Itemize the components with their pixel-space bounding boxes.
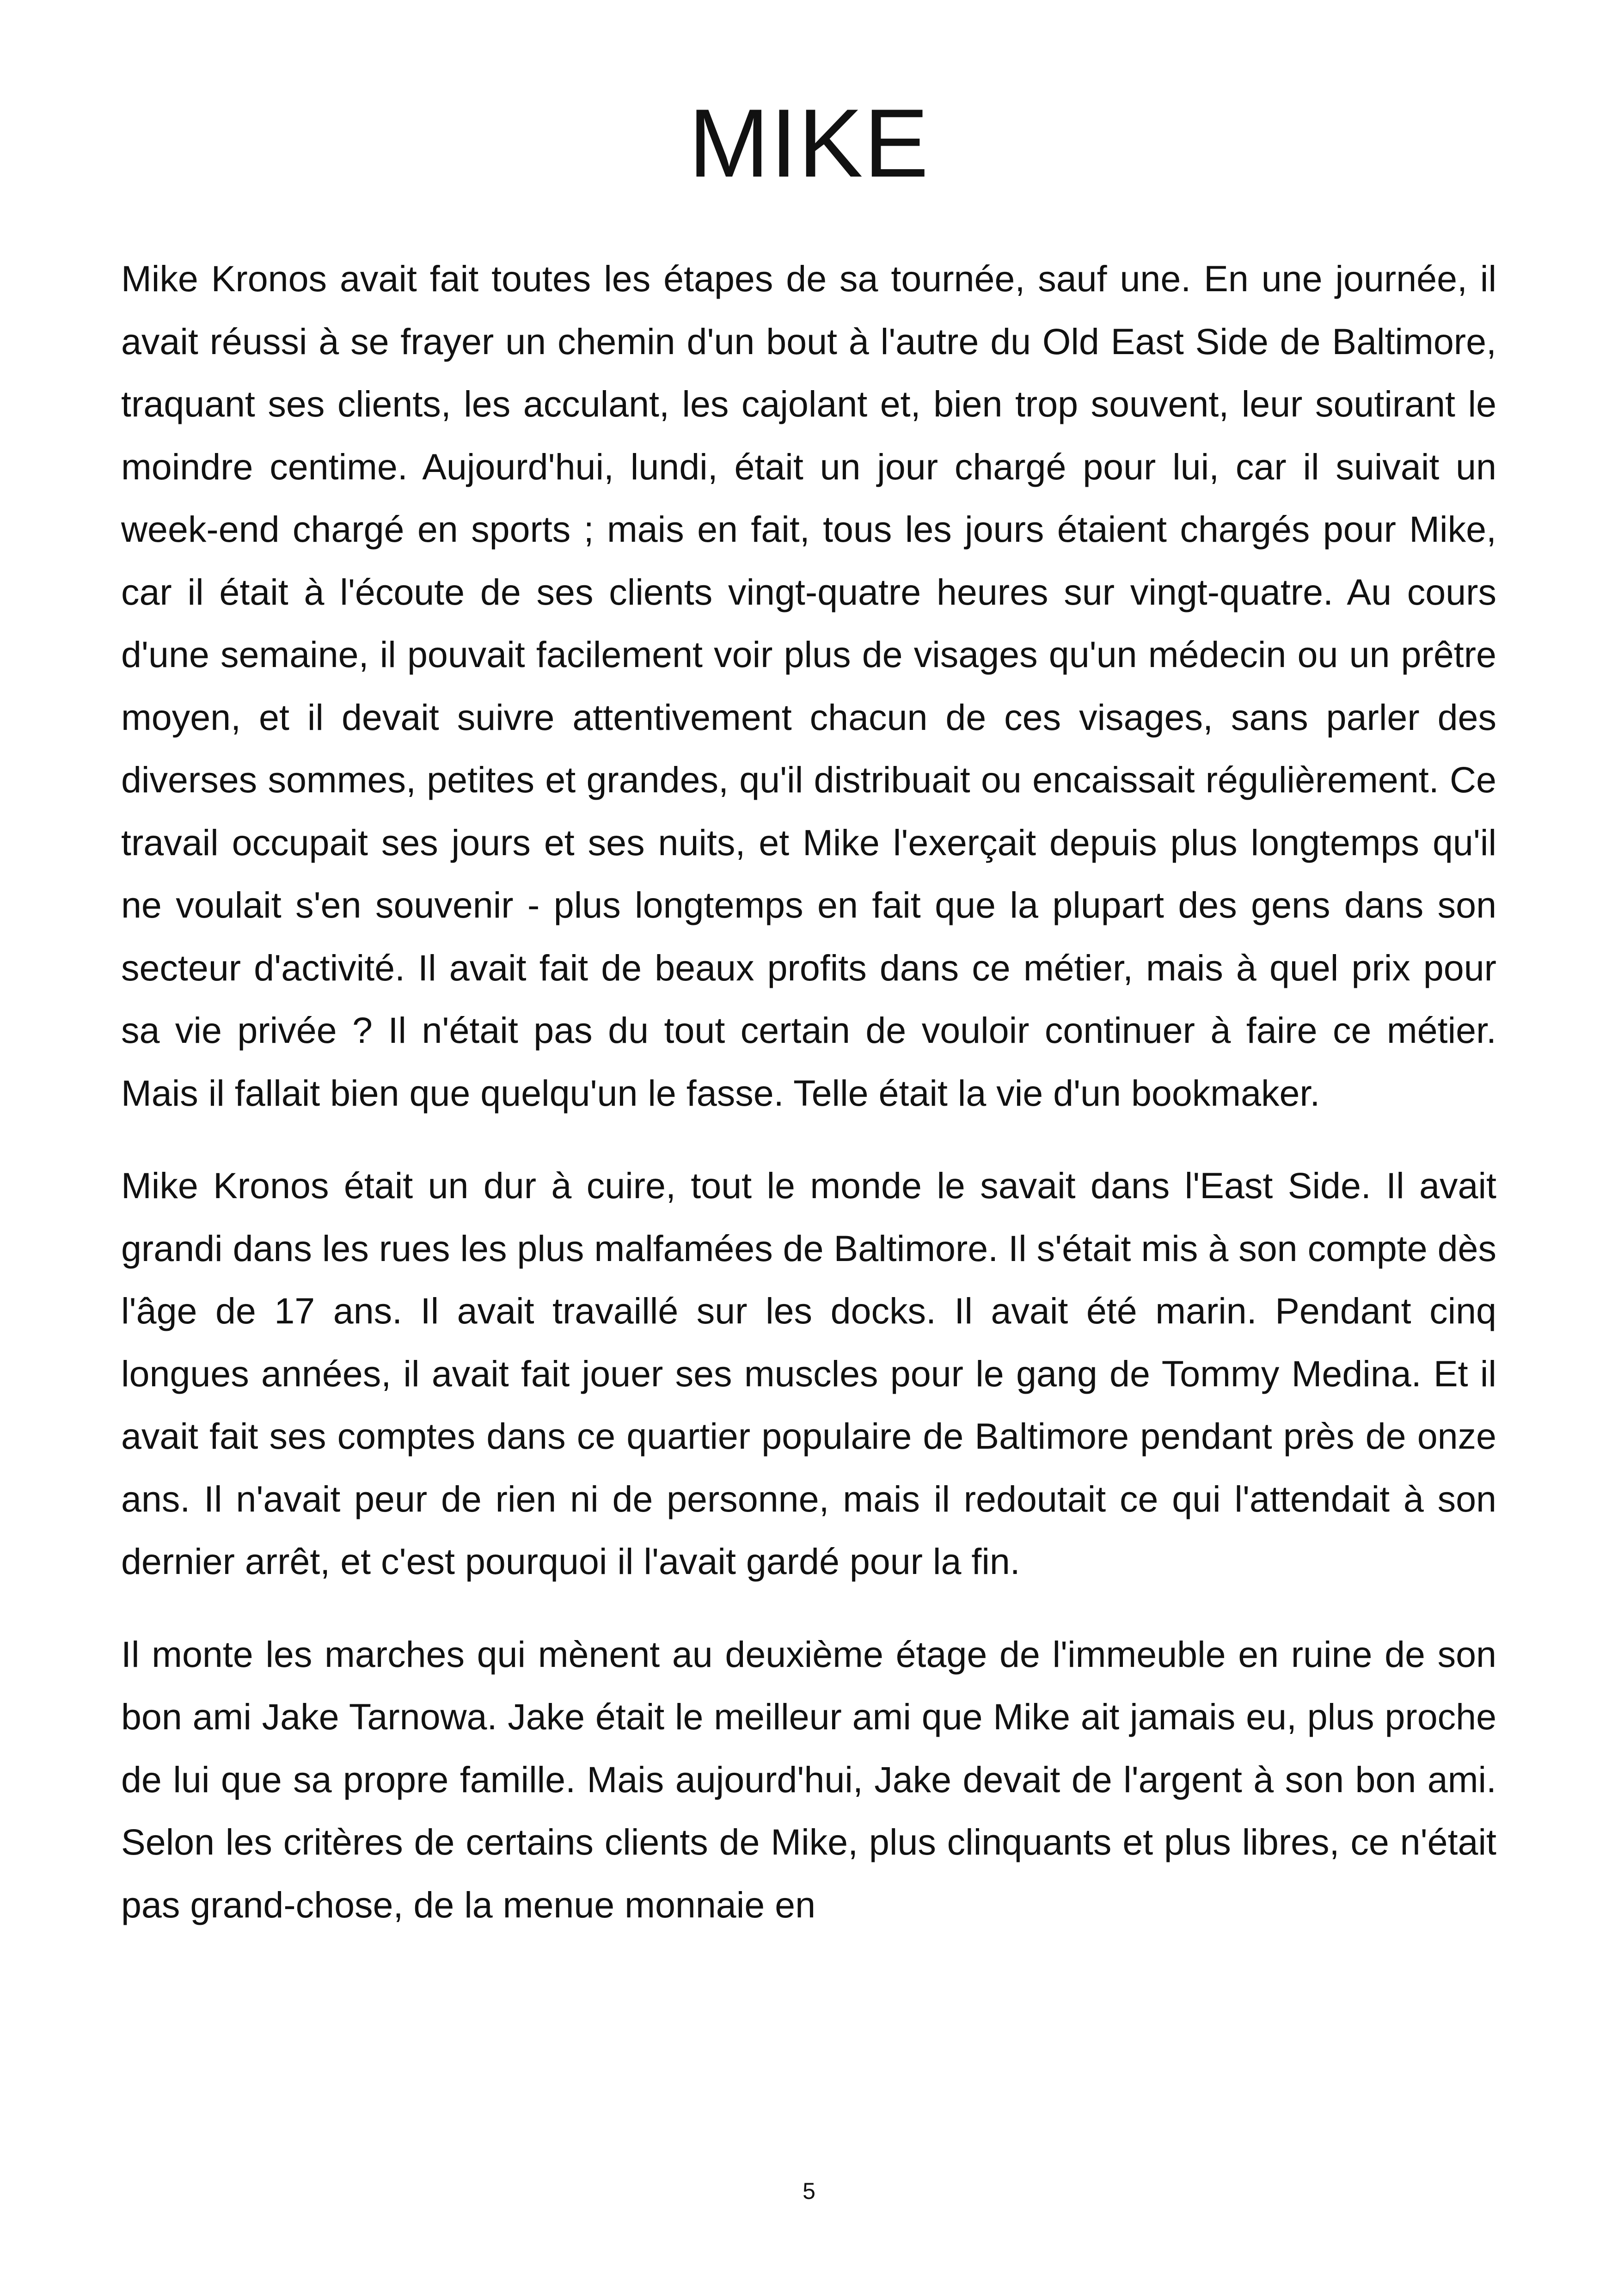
- paragraph-1: Mike Kronos avait fait toutes les étapes de sa tournée, sauf une. En une journée, il avait réussi à se frayer un chemin d'un bout à l'autre du Old East Side de Baltimore, traquant ses clients, les acculant, les cajolant et, bien trop souvent, leur soutirant le moindre centime. Aujourd'hui, lundi, était un jour chargé pour lui, car il suivait un week-end chargé en sports ; mais en fait, tous les jours étaient chargés pour Mike, car il était à l'écoute de ses clients vingt-quatre heures sur vingt-quatre. Au cours d'une semaine, il pouvait facilement voir plus de visages qu'un médecin ou un prêtre moyen, et il devait suivre attentivement chacun de ces visages, sans parler des diverses sommes, petites et grandes, qu'il distribuait ou encaissait régulièrement. Ce travail occupait ses jours et ses nuits, et Mike l'exerçait depuis plus longtemps qu'il ne voulait s'en souvenir - plus longtemps en fait que la plupart des gens dans son secteur d'activité. Il avait fait de beaux profits dans ce métier, mais à quel prix pour sa vie privée ? Il n'était pas du tout certain de vouloir continuer à faire ce métier. Mais il fallait bien que quelqu'un le fasse. Telle était la vie d'un bookmaker.: [121, 258, 1496, 1114]
- chapter-title: MIKE: [688, 89, 930, 197]
- paragraph-3: Il monte les marches qui mènent au deuxième étage de l'immeuble en ruine de son bon ami Jake Tarnowa. Jake était le meilleur ami que Mike ait jamais eu, plus proche de lui que sa propre famille. Mais aujourd'hui, Jake devait de l'argent à son bon ami. Selon les critères de certains clients de Mike, plus clinquants et plus libres, ce n'était pas grand-chose, de la menue monnaie en: [121, 1633, 1496, 1925]
- paragraph-2: Mike Kronos était un dur à cuire, tout le monde le savait dans l'East Side. Il avait grandi dans les rues les plus malfamées de Baltimore. Il s'était mis à son compte dès l'âge de 17 ans. Il avait travaillé sur les docks. Il avait été marin. Pendant cinq longues années, il avait fait jouer ses muscles pour le gang de Tommy Medina. Et il avait fait ses comptes dans ce quartier populaire de Baltimore pendant près de onze ans. Il n'avait peur de rien ni de personne, mais il redoutait ce qui l'attendait à son dernier arrêt, et c'est pourquoi il l'avait gardé pour la fin.: [121, 1165, 1496, 1582]
- page-number: 5: [803, 2178, 815, 2204]
- chapter-body: [121, 247, 1496, 1936]
